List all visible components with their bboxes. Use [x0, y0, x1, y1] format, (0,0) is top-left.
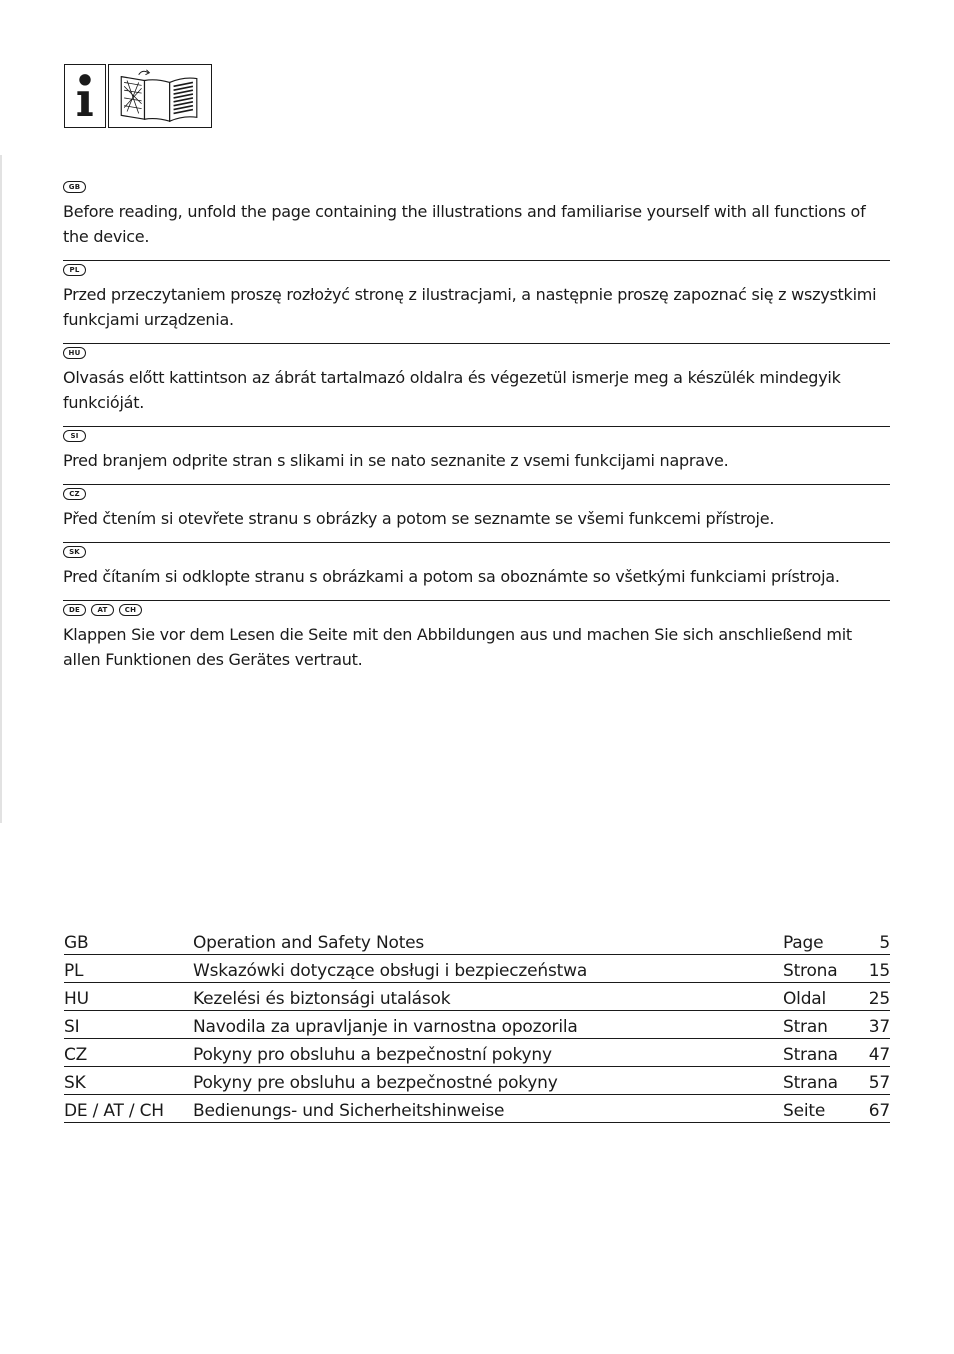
info-icon	[64, 64, 106, 128]
toc-page-number: 37	[855, 1011, 890, 1039]
toc-row	[64, 955, 890, 983]
language-badges	[63, 181, 890, 195]
toc-language: PL	[64, 955, 193, 983]
language-badge: HU	[63, 347, 86, 359]
toc-title: Navodila za upravljanje in varnostna opozorila	[193, 1011, 783, 1039]
language-badge: DE	[63, 604, 86, 616]
toc-title: Operation and Safety Notes	[193, 927, 783, 955]
toc-page-number: 5	[855, 927, 890, 955]
toc-language: SI	[64, 1011, 193, 1039]
toc-row	[64, 927, 890, 955]
language-badges	[63, 430, 890, 444]
language-badges	[63, 546, 890, 560]
note-text: Przed przeczytaniem proszę rozłożyć stronę z ilustracjami, a następnie proszę zapoznać się z wszystkimi funkcjami urządzenia.	[63, 285, 877, 329]
toc-page-word: Stran	[783, 1011, 855, 1039]
toc-row	[64, 1011, 890, 1039]
toc-page-word: Page	[783, 927, 855, 955]
toc-title: Pokyny pro obsluhu a bezpečnostní pokyny	[193, 1039, 783, 1067]
toc-row	[64, 1095, 890, 1123]
toc-title: Pokyny pre obsluhu a bezpečnostné pokyny	[193, 1067, 783, 1095]
toc-page-word: Seite	[783, 1095, 855, 1123]
toc-title: Wskazówki dotyczące obsługi i bezpieczeństwa	[193, 955, 783, 983]
toc-row	[64, 1039, 890, 1067]
language-badge: PL	[63, 264, 86, 276]
toc-page-word: Strana	[783, 1039, 855, 1067]
note-text: Before reading, unfold the page containing the illustrations and familiarise yourself with all functions of the device.	[63, 202, 866, 246]
toc-page-word: Strona	[783, 955, 855, 983]
language-badges	[63, 488, 890, 502]
toc-page-word: Strana	[783, 1067, 855, 1095]
note-block	[63, 344, 890, 427]
toc-language: HU	[64, 983, 193, 1011]
toc-language: CZ	[64, 1039, 193, 1067]
language-badges	[63, 347, 890, 361]
toc-page-number: 47	[855, 1039, 890, 1067]
note-text: Klappen Sie vor dem Lesen die Seite mit den Abbildungen aus und machen Sie sich anschließend mit allen Funktionen des Gerätes vertraut.	[63, 625, 852, 669]
language-badge: GB	[63, 181, 86, 193]
note-text: Olvasás előtt kattintson az ábrát tartalmazó oldalra és végezetül ismerje meg a készülék mindegyik funkcióját.	[63, 368, 841, 412]
toc-page-number: 57	[855, 1067, 890, 1095]
language-badges	[63, 264, 890, 278]
language-badges	[63, 604, 890, 618]
note-block	[63, 601, 890, 683]
toc-row	[64, 1067, 890, 1095]
note-block	[63, 485, 890, 543]
toc-title: Kezelési és biztonsági utalások	[193, 983, 783, 1011]
language-badge: SK	[63, 546, 86, 558]
notes-section	[63, 178, 890, 683]
toc-page-number: 67	[855, 1095, 890, 1123]
toc-row	[64, 983, 890, 1011]
note-text: Pred branjem odprite stran s slikami in se nato seznanite z vsemi funkcijami naprave.	[63, 451, 729, 470]
note-block	[63, 261, 890, 344]
toc-title: Bedienungs- und Sicherheitshinweise	[193, 1095, 783, 1123]
language-badge: CH	[119, 604, 142, 616]
unfold-page-icon	[108, 64, 212, 128]
note-block	[63, 427, 890, 485]
note-text: Před čtením si otevřete stranu s obrázky a potom se seznamte se všemi funkcemi přístroje.	[63, 509, 775, 528]
language-badge: AT	[91, 604, 114, 616]
table-of-contents	[64, 927, 890, 1123]
toc-page-number: 15	[855, 955, 890, 983]
note-block	[63, 543, 890, 601]
toc-language: DE / AT / CH	[64, 1095, 193, 1123]
language-badge: SI	[63, 430, 86, 442]
note-text: Pred čítaním si odklopte stranu s obrázkami a potom sa oboznámte so všetkými funkciami prístroja.	[63, 567, 840, 586]
language-badge: CZ	[63, 488, 86, 500]
margin-rule	[0, 155, 2, 823]
toc-page-word: Oldal	[783, 983, 855, 1011]
toc-language: SK	[64, 1067, 193, 1095]
toc-page-number: 25	[855, 983, 890, 1011]
toc-language: GB	[64, 927, 193, 955]
note-block	[63, 178, 890, 261]
